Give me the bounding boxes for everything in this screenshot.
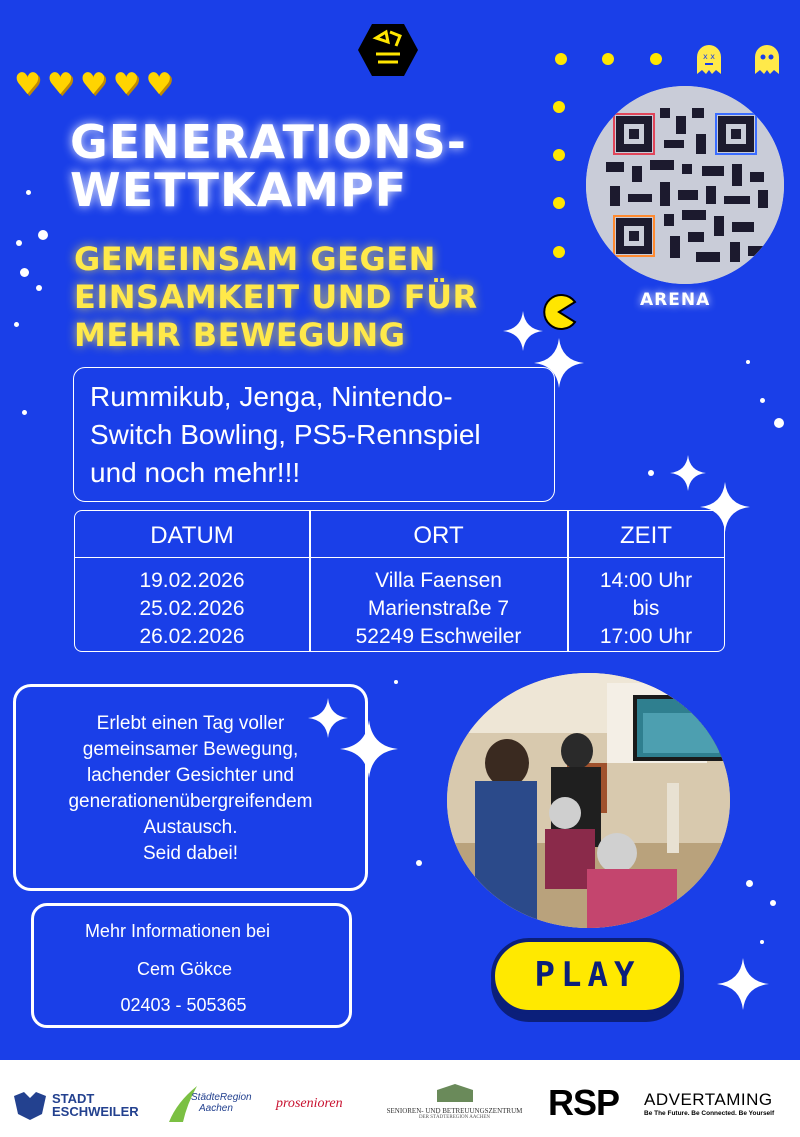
schedule-table [74,510,725,652]
dates-cell [75,567,309,651]
qr-label: ARENA [640,290,711,310]
time-line: bis [632,597,660,620]
logo-text: SENIOREN- UND BETREUUNGSZENTRUM [386,1107,523,1115]
subtitle-line: EINSAMKEIT UND FÜR [74,278,478,316]
pixel-heart-icon: ♥ [145,67,173,102]
decor-dot [746,360,750,364]
ghost-icon [753,43,781,75]
ghost-icon [695,43,723,75]
location-line: Marienstraße 7 [367,597,510,620]
logo-text: ESCHWEILER [52,1104,139,1119]
contact-intro: Mehr Informationen bei [84,921,271,941]
pixel-heart-icon: ♥ [79,67,107,102]
subtitle-line: MEHR BEWEGUNG [74,316,406,354]
page-title [70,115,467,217]
date-value: 25.02.2026 [139,597,245,620]
contact-info-box [31,903,352,1028]
games-line: Switch Bowling, PS5-Rennspiel [90,419,481,450]
subtitle-line: GEMEINSAM GEGEN [74,240,436,278]
svg-text:x x: x x [703,52,716,61]
description-line: Austausch. [143,817,238,838]
pac-dot [650,53,662,65]
logo-betreuungszentrum [372,1082,537,1120]
pixel-heart-icon: ♥ [112,67,140,102]
time-line: 17:00 Uhr [599,625,693,648]
pacman-icon [540,293,578,331]
games-list-box [73,367,555,502]
contact-phone[interactable]: 02403 - 505365 [120,995,247,1015]
title-line: GENERATIONS- [70,115,467,169]
pac-dot [553,101,565,113]
description-line: generationenübergreifendem [68,791,313,812]
decor-dot [760,398,765,403]
contact-name: Cem Gökce [136,959,233,979]
logo-pro-senioren [276,1096,343,1112]
decor-dot [26,190,31,195]
description-line: Seid dabei! [142,843,239,864]
decor-dot [648,470,654,476]
decor-dot [14,322,19,327]
decor-dot [20,268,29,277]
arena-hex-logo [356,22,420,78]
qr-code[interactable] [586,86,784,284]
games-line: und noch mehr!!! [90,457,301,488]
logo-text: DER STÄDTEREGION AACHEN [418,1115,491,1120]
logo-rsp: RSP [548,1082,620,1123]
pixel-heart-icon: ♥ [14,67,41,102]
decor-dot [746,880,753,887]
decor-dot [760,940,764,944]
eschweiler-crest-icon [12,1092,48,1120]
location-cell [310,567,567,651]
logo-advertaming [644,1090,774,1117]
logo-text: StädteRegion [191,1092,252,1103]
location-line: 52249 Eschweiler [355,625,522,648]
logo-text: STADT [52,1091,95,1106]
time-line: 14:00 Uhr [599,569,693,592]
header-zeit: ZEIT [620,522,672,549]
header-datum: DATUM [150,522,234,549]
pac-dot [553,149,565,161]
title-line: WETTKAMPF [70,163,408,217]
decor-dot [770,900,776,906]
decor-dot [22,410,27,415]
header-ort: ORT [413,522,464,549]
page-subtitle [74,240,534,354]
pac-dot [555,53,567,65]
date-value: 26.02.2026 [139,625,245,648]
decor-dot [36,285,42,291]
building-icon [435,1082,475,1102]
games-line: Rummikub, Jenga, Nintendo- [90,381,453,412]
date-value: 19.02.2026 [139,569,245,592]
decor-dot [394,680,398,684]
pixel-heart-icon: ♥ [46,67,74,102]
location-line: Villa Faensen [375,569,502,592]
logo-text: Be The Future. Be Connected. Be Yourself [644,1110,775,1117]
pac-dot [553,246,565,258]
decor-dot [16,240,22,246]
logo-text: senioren [294,1096,343,1111]
logo-text: ADVERTAMING [644,1090,773,1109]
time-cell [568,567,724,651]
decor-dot [774,418,784,428]
pac-dot [602,53,614,65]
sparkle-star-icon [717,958,769,1010]
description-line: Erlebt einen Tag voller [96,713,285,734]
logo-text: pro [276,1096,295,1111]
description-line: lachender Gesichter und [86,765,294,786]
description-line: gemeinsamer Bewegung, [82,739,299,760]
decor-dot [38,230,48,240]
event-description-box [13,684,368,891]
lives-hearts [14,67,173,102]
sponsor-footer [0,1060,800,1137]
event-photo [447,673,730,928]
play-button[interactable]: PLAY [491,938,684,1014]
logo-text: Aachen [199,1103,233,1114]
pac-dot [553,197,565,209]
decor-dot [416,860,422,866]
